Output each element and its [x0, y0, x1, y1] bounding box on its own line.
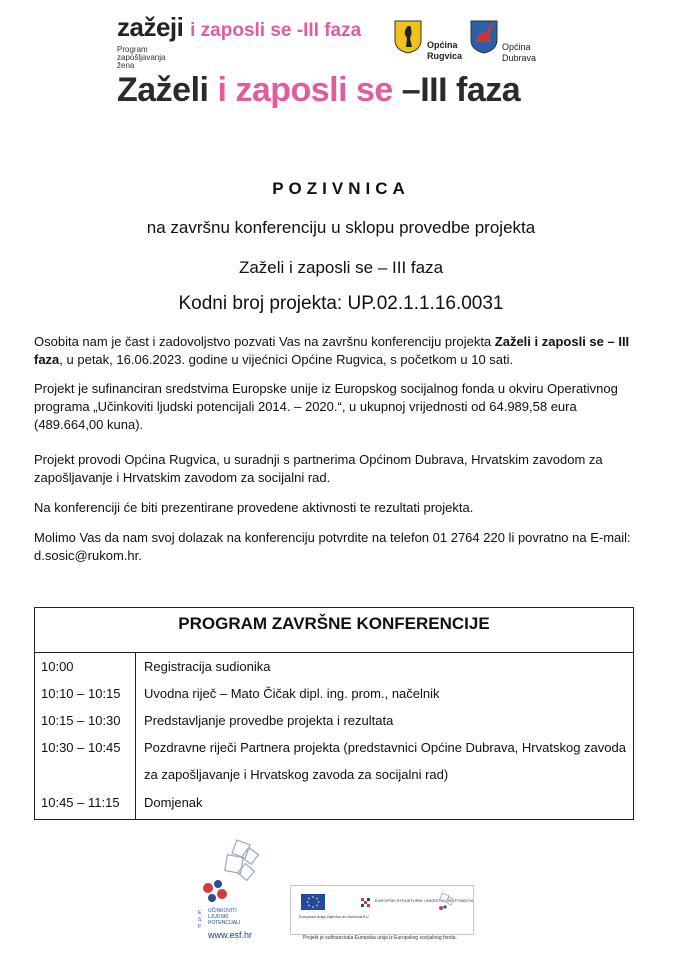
program-rows	[35, 653, 633, 819]
crest-label-line: Općina	[427, 40, 458, 50]
program-table	[34, 607, 634, 820]
big-title-pink: i zaposli se	[217, 71, 393, 109]
paragraph-partners: Projekt provodi Općina Rugvica, u suradnji s partnerima Općinom Dubrava, Hrvatskim zavodom za zapošljavanje i Hrvatskim zavodom za socijalni rad.	[34, 452, 603, 485]
program-time: 10:00	[35, 653, 136, 680]
invitation-code: Kodni broj projekta: UP.02.1.1.16.0031	[178, 293, 504, 314]
program-desc: Pozdravne riječi Partnera projekta (predstavnici Općine Dubrava, Hrvatskog zavoda za zapošljavanje i Hrvatskog zavoda za socijalni rad)	[144, 740, 626, 782]
crest-label-line: Rugvica	[427, 51, 463, 61]
crest-label-dubrava	[502, 42, 536, 64]
paragraph-rsvp: Molimo Vas da nam svoj dolazak na konferenciju potvrdite na telefon 01 2764 220 li povratno na E-mail: d.sosic@rukom.hr.	[34, 530, 631, 563]
eu-label: Europska unija Zajedno do fondova EU	[299, 914, 369, 919]
program-time: 10:45 – 11:15	[35, 789, 136, 819]
paragraph-presentation: Na konferenciji će biti prezentirane provedene aktivnosti te rezultati projekta.	[34, 500, 474, 515]
rugvica-crest-icon	[394, 20, 422, 54]
esf-text-line: UČINKOVITI	[208, 908, 237, 914]
paragraph-invitation	[34, 333, 640, 369]
esf-text-line: LJUDSKI	[208, 914, 229, 920]
invitation-line-1: na završnu konferenciju u sklopu provedbe projekta	[146, 218, 536, 237]
invitation-heading: POZIVNICA	[272, 179, 410, 198]
paragraph-text: Osobita nam je čast i zadovoljstvo pozvati Vas na završnu konferenciju projekta	[34, 334, 495, 349]
eu-funds-logos	[290, 885, 474, 935]
svg-text:S: S	[198, 917, 202, 923]
big-title-phase: –III faza	[401, 71, 521, 109]
esf-text-line: POTENCIJALI	[208, 920, 241, 926]
crest-label-rugvica	[427, 40, 462, 62]
small-logo-sub-line: zapošljavanja	[117, 53, 166, 62]
small-project-logo	[117, 12, 387, 70]
program-desc: Predstavljanje provedbe projekta i rezultata	[144, 713, 394, 728]
eu-funds-label: EUROPSKI STRUKTURNI I INVESTICIJSKI FONDOVI	[375, 898, 473, 903]
small-logo-pink-text: i zaposli se -III faza	[190, 20, 362, 41]
esf-url: www.esf.hr	[208, 930, 253, 940]
small-logo-dark-text: zažeji	[117, 12, 184, 42]
eu-footnote: Projekt je sufinancirala Europska unija iz Europskog socijalnog fonda.	[303, 935, 457, 941]
project-name-bold: Zaželi i zaposli se – III faza	[34, 334, 630, 367]
small-logo-sub-line: Program	[117, 45, 148, 54]
eu-logos-icon	[291, 886, 473, 934]
small-logo-sub-line: žena	[117, 61, 135, 70]
small-logo-wordmark	[117, 14, 387, 44]
small-logo-subtitle	[117, 46, 387, 70]
crest-label-line: Općina	[502, 42, 531, 52]
program-title: PROGRAM ZAVRŠNE KONFERENCIJE	[35, 608, 633, 653]
dubrava-crest-icon	[470, 20, 498, 54]
program-time: 10:10 – 10:15	[35, 680, 136, 707]
svg-text:F: F	[198, 924, 202, 930]
program-time: 10:30 – 10:45	[35, 734, 136, 789]
program-desc: Registracija sudionika	[144, 659, 271, 674]
big-project-title	[117, 68, 520, 112]
svg-text:E: E	[198, 910, 202, 916]
program-desc: Uvodna riječ – Mato Čičak dipl. ing. prom., načelnik	[144, 686, 440, 701]
big-title-dark: Zaželi	[117, 71, 209, 109]
crest-label-line: Dubrava	[502, 53, 537, 63]
paragraph-text: , u petak, 16.06.2023. godine u vijećnici Općine Rugvica, s početkom u 10 sati.	[59, 352, 514, 367]
invitation-line-2: Zaželi i zaposli se – III faza	[238, 258, 444, 277]
program-desc: Domjenak	[144, 795, 203, 810]
program-time: 10:15 – 10:30	[35, 707, 136, 734]
paragraph-funding: Projekt je sufinanciran sredstvima Europske unije iz Europskog socijalnog fonda u okviru Operativnog programa „Učinkoviti ljudski potencijali 2014. – 2020.“, u ukupnoj vrijednosti od 64.989,58 eura (489.664,00 kuna).	[34, 381, 618, 432]
